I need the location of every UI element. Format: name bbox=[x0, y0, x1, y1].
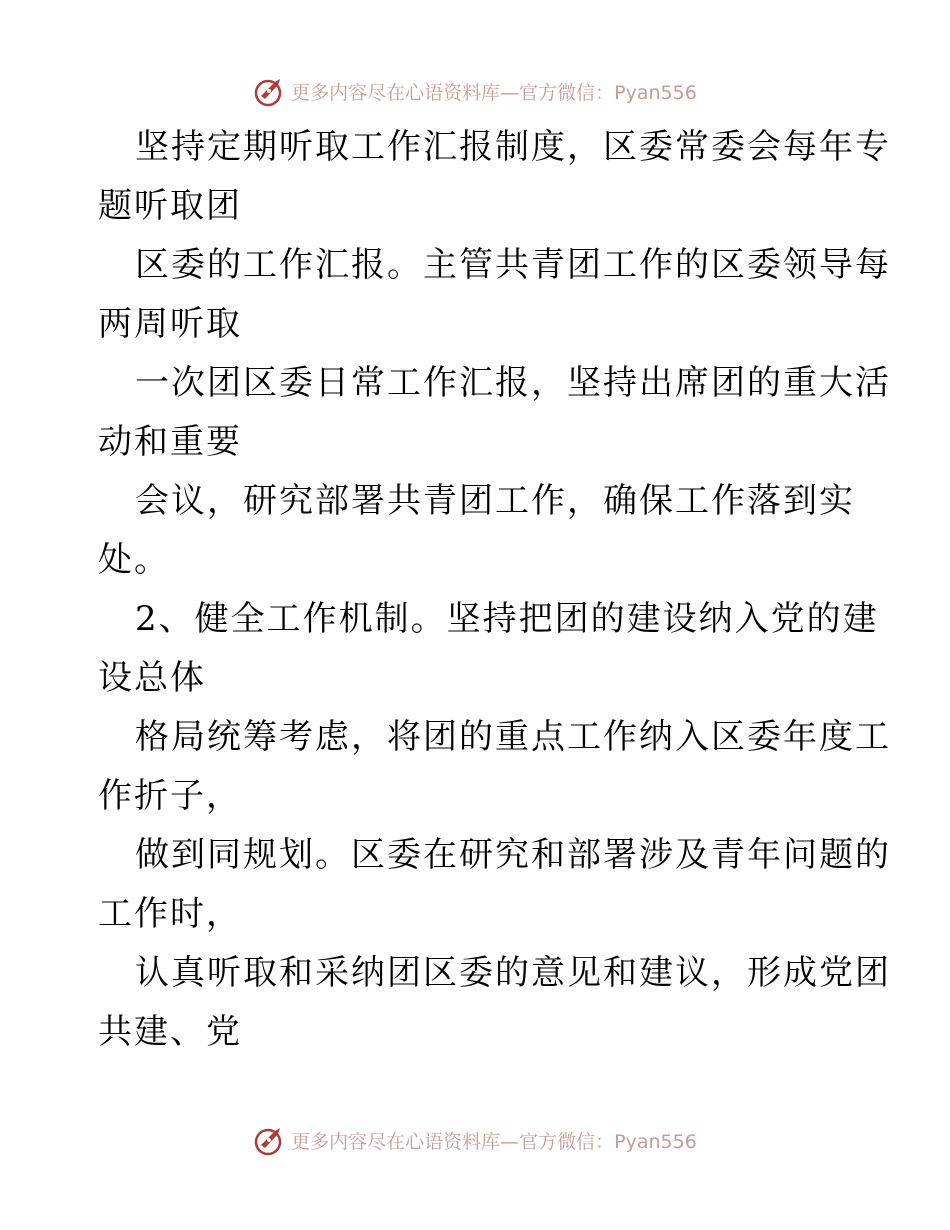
watermark-text: 更多内容尽在心语资料库—官方微信：Pyan556 bbox=[291, 1130, 697, 1153]
text-line: 2、健全工作机制。坚持把团的建设纳入党的建 bbox=[135, 599, 879, 639]
text-line: 做到同规划。区委在研究和部署涉及青年问题的 bbox=[135, 835, 891, 875]
text-line: 一次团区委日常工作汇报，坚持出席团的重大活 bbox=[135, 363, 891, 403]
text-line: 作折子， bbox=[98, 776, 242, 816]
text-line: 处。 bbox=[98, 540, 170, 580]
text-line: 题听取团 bbox=[98, 186, 242, 226]
footer-watermark bbox=[0, 1120, 950, 1160]
text-line: 共建、党 bbox=[98, 1012, 242, 1052]
pen-nib-circle-icon bbox=[253, 74, 287, 108]
text-line: 两周听取 bbox=[98, 304, 242, 344]
document-body bbox=[98, 118, 891, 1062]
header-watermark bbox=[0, 71, 950, 111]
pen-nib-circle-icon bbox=[253, 1123, 287, 1157]
text-line: 工作时， bbox=[98, 894, 242, 934]
text-line: 会议，研究部署共青团工作，确保工作落到实 bbox=[135, 481, 855, 521]
text-line: 格局统筹考虑，将团的重点工作纳入区委年度工 bbox=[135, 717, 891, 757]
text-line: 动和重要 bbox=[98, 422, 242, 462]
text-line: 认真听取和采纳团区委的意见和建议，形成党团 bbox=[135, 953, 891, 993]
watermark-text: 更多内容尽在心语资料库—官方微信：Pyan556 bbox=[291, 81, 697, 104]
text-line: 设总体 bbox=[98, 658, 206, 698]
text-line: 坚持定期听取工作汇报制度，区委常委会每年专 bbox=[135, 127, 891, 167]
text-line: 区委的工作汇报。主管共青团工作的区委领导每 bbox=[135, 245, 891, 285]
